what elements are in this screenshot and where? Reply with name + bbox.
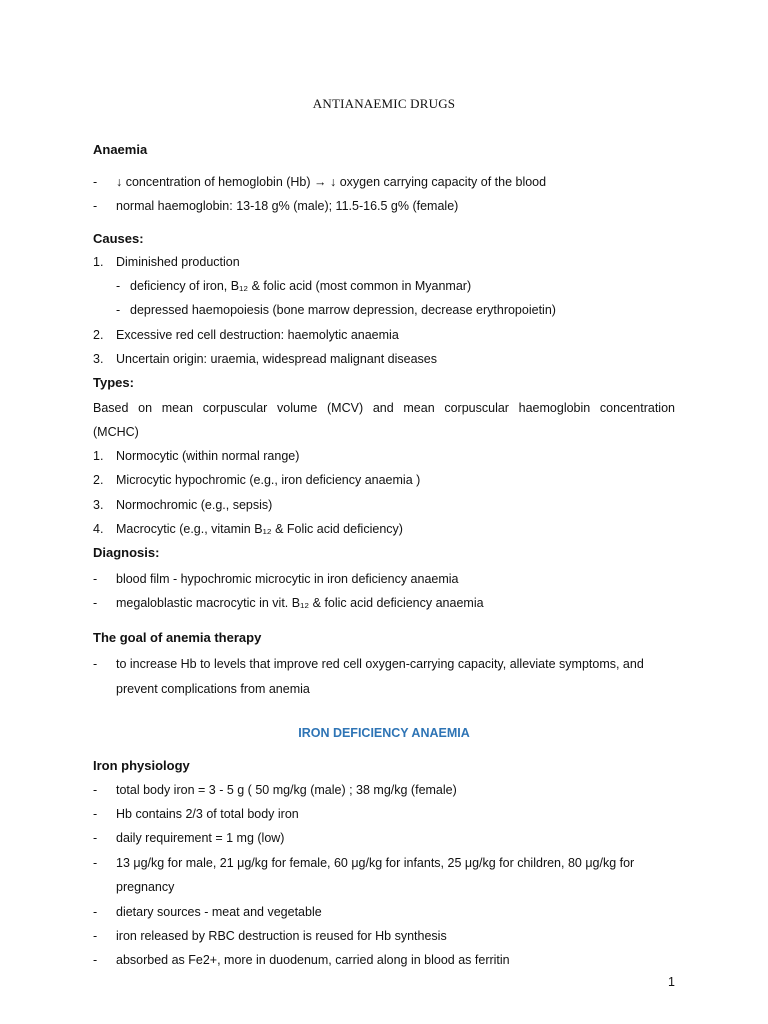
iron-bullet-7: absorbed as Fe2+, more in duodenum, carried along in blood as ferritin <box>116 953 510 967</box>
causes-item-2: Excessive red cell destruction: haemolytic anaemia <box>116 328 399 342</box>
section-heading-goal: The goal of anemia therapy <box>93 630 262 645</box>
bullet-dash: - <box>93 175 98 189</box>
iron-bullet-6: iron released by RBC destruction is reused for Hb synthesis <box>116 929 447 943</box>
section-heading-diagnosis: Diagnosis: <box>93 545 160 560</box>
causes-item-1: Diminished production <box>116 255 240 269</box>
bullet-dash: - <box>93 657 98 671</box>
bullet-dash: - <box>93 572 98 586</box>
diagnosis-bullet-2: megaloblastic macrocytic in vit. B₁₂ & folic acid deficiency anaemia <box>116 596 484 610</box>
types-item-3: Normochromic (e.g., sepsis) <box>116 498 273 512</box>
bullet-dash: - <box>93 596 98 610</box>
list-number: 1. <box>93 449 104 463</box>
bullet-dash: - <box>93 953 98 967</box>
list-number: 3. <box>93 352 104 366</box>
section-heading-causes: Causes: <box>93 231 144 246</box>
types-item-1: Normocytic (within normal range) <box>116 449 300 463</box>
types-item-4: Macrocytic (e.g., vitamin B₁₂ & Folic acid deficiency) <box>116 522 403 536</box>
section-heading-iron-deficiency-anaemia: IRON DEFICIENCY ANAEMIA <box>298 726 470 740</box>
goal-bullet-line-1: to increase Hb to levels that improve red cell oxygen-carrying capacity, alleviate symptoms, and <box>116 657 644 671</box>
bullet-dash: - <box>116 303 121 317</box>
bullet-dash: - <box>93 905 98 919</box>
anaemia-bullet-2: normal haemoglobin: 13-18 g% (male); 11.5-16.5 g% (female) <box>116 199 459 213</box>
bullet-dash: - <box>93 856 98 870</box>
causes-subitem-1: deficiency of iron, B₁₂ & folic acid (most common in Myanmar) <box>130 279 472 293</box>
goal-bullet-line-2: prevent complications from anemia <box>116 682 310 696</box>
bullet-dash: - <box>93 783 98 797</box>
document-title: ANTIANAEMIC DRUGS <box>312 96 456 111</box>
list-number: 3. <box>93 498 104 512</box>
bullet-dash: - <box>93 831 98 845</box>
diagnosis-bullet-1: blood film - hypochromic microcytic in iron deficiency anaemia <box>116 572 459 586</box>
list-number: 2. <box>93 473 104 487</box>
page-number: 1 <box>668 975 675 989</box>
bullet-dash: - <box>93 807 98 821</box>
section-heading-types: Types: <box>93 375 134 390</box>
iron-bullet-3: daily requirement = 1 mg (low) <box>116 831 285 845</box>
list-number: 2. <box>93 328 104 342</box>
iron-bullet-4-line-2: pregnancy <box>116 880 175 894</box>
iron-bullet-4-line-1: 13 μg/kg for male, 21 μg/kg for female, 60 μg/kg for infants, 25 μg/kg for children, 80 μg/kg for <box>116 856 635 870</box>
bullet-dash: - <box>116 279 121 293</box>
iron-bullet-5: dietary sources - meat and vegetable <box>116 905 322 919</box>
list-number: 4. <box>93 522 104 536</box>
iron-bullet-2: Hb contains 2/3 of total body iron <box>116 807 299 821</box>
section-heading-anaemia: Anaemia <box>93 142 148 157</box>
types-intro-line-2: (MCHC) <box>93 425 139 439</box>
bullet-dash: - <box>93 199 98 213</box>
types-item-2: Microcytic hypochromic (e.g., iron deficiency anaemia ) <box>116 473 421 487</box>
list-number: 1. <box>93 255 104 269</box>
causes-item-3: Uncertain origin: uraemia, widespread malignant diseases <box>116 352 438 366</box>
causes-subitem-2: depressed haemopoiesis (bone marrow depression, decrease erythropoietin) <box>130 303 556 317</box>
iron-bullet-1: total body iron = 3 - 5 g ( 50 mg/kg (male) ; 38 mg/kg (female) <box>116 783 457 797</box>
section-heading-iron-physiology: Iron physiology <box>93 758 190 773</box>
types-intro-line-1: Based on mean corpuscular volume (MCV) and mean corpuscular haemoglobin concentration <box>93 401 675 415</box>
anaemia-bullet-1: ↓ concentration of hemoglobin (Hb) → ↓ oxygen carrying capacity of the blood <box>116 175 547 189</box>
bullet-dash: - <box>93 929 98 943</box>
